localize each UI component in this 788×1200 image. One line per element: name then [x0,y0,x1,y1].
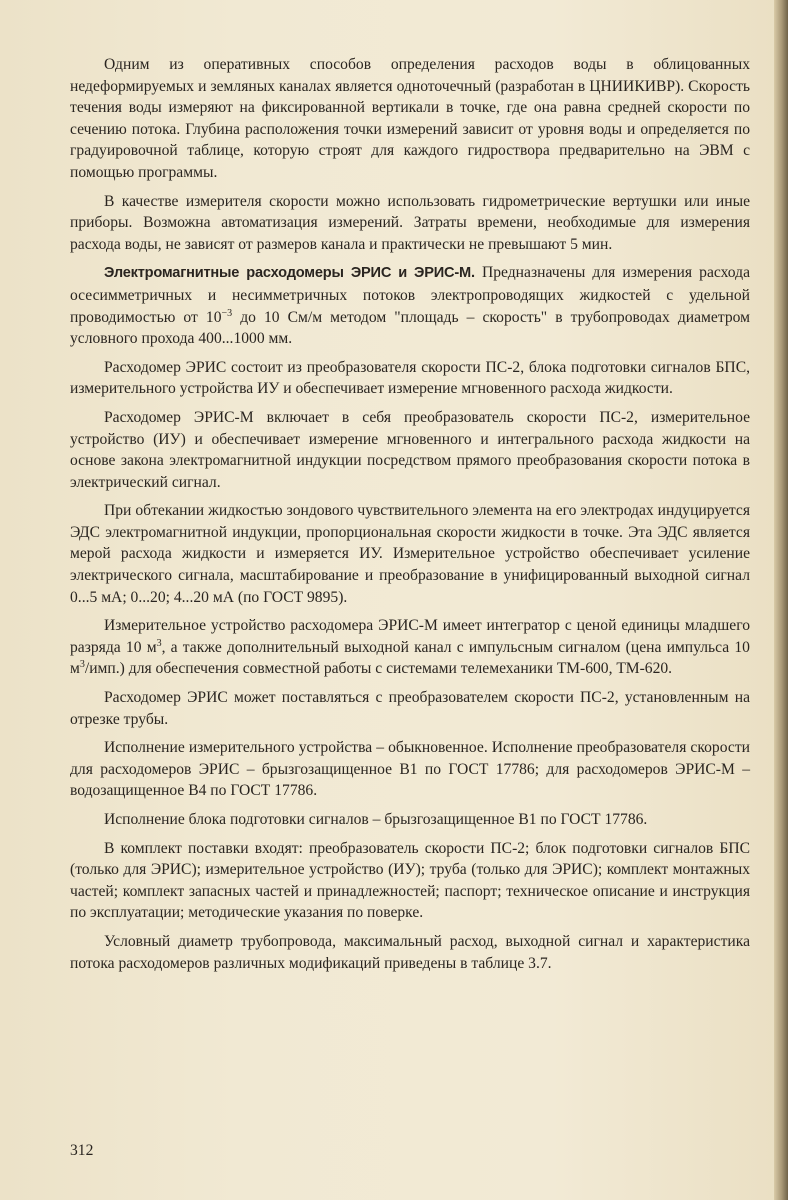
page-body-text [70,54,750,981]
paragraph-method-one-point: Одним из оперативных способов определения расходов воды в облицованных недеформируемых и земляных каналах является одноточечный (разработан в ЦНИИКИВР). Скорость течения воды измеряют на фиксированной вертикали в точке, где она равна средней скорости по сечению потока. Глубина расположения точки измерений зависит от уровня воды и определяется по градуировочной таблице, которую строят для каждого гидроствора предварительно на ЭВМ с помощью программы. [70,56,750,181]
paragraph-velocity-meter: В качестве измерителя скорости можно использовать гидрометрические вертушки или иные приборы. Возможна автоматизация измерений. Затраты времени, необходимые для измерения расхода воды, не зависят от размеров канала и практически не превышают 5 мин. [70,192,750,253]
paragraph-table-reference: Условный диаметр трубопровода, максимальный расход, выходной сигнал и характеристика потока расходомеров различных модификаций приведены в таблице 3.7. [70,932,750,972]
section-heading-eris: Электромагнитные расходомеры ЭРИС и ЭРИС-М. [104,265,475,282]
page-number: 312 [70,1142,94,1159]
paragraph-signal-block-execution: Исполнение блока подготовки сигналов – брызгозащищенное В1 по ГОСТ 17786. [104,811,648,828]
integrator-text-a: Измерительное устройство расходомера ЭРИС-М имеет интегратор с ценой единицы младшего разряда 10 м [70,617,750,656]
paragraph-pipe-section: Расходомер ЭРИС может поставляться с преобразователем скорости ПС-2, установленным на отрезке трубы. [70,689,750,728]
paragraph-eris-composition: Расходомер ЭРИС состоит из преобразователя скорости ПС-2, блока подготовки сигналов БПС, измерительного устройства ИУ и обеспечивает измерение мгновенного расхода жидкости. [70,358,750,398]
page-edge-shadow [774,0,788,1200]
integrator-exponent-1: 3 [156,637,162,649]
paragraph-probe-principle: При обтекании жидкостью зондового чувствительного элемента на его электродах индуцируется ЭДС электромагнитной индукции, пропорциональная скорости жидкости в точке. Эта ЭДС является мерой расхода жидкости и измеряется ИУ. Измерительное устройство обеспечивает усиление электрического сигнала, масштабирование и преобразование в унифицированный выходной сигнал 0...5 мА; 0...20; 4...20 мА (по ГОСТ 9895). [70,502,750,606]
paragraph-integrator [70,615,750,680]
paragraph-eris-intro [70,262,750,349]
integrator-text-c: /имп.) для обеспечения совместной работы с системами телемеханики ТМ-600, ТМ-620. [84,660,673,678]
eris-intro-exponent: −3 [221,307,233,319]
paragraph-execution-types: Исполнение измерительного устройства – обыкновенное. Исполнение преобразователя скорости для расходомеров ЭРИС – брызгозащищенное В1 по ГОСТ 17786; для расходомеров ЭРИС-М – водозащищенное В4 по ГОСТ 17786. [70,739,750,800]
integrator-exponent-2: 3 [79,659,85,671]
paragraph-delivery-set: В комплект поставки входят: преобразователь скорости ПС-2; блок подготовки сигналов БПС (только для ЭРИС); измерительное устройство (ИУ); труба (только для ЭРИС); комплект монтажных частей; комплект запасных частей и принадлежностей; паспорт; техническое описание и инструкция по эксплуатации; методические указания по поверке. [70,839,750,922]
eris-intro-text-b: до 10 См/м методом "площадь – скорость" в трубопроводах диаметром условного прохода 400...1000 мм. [70,308,750,348]
eris-intro-text-a: Предназначены для измерения расхода осесимметричных и несимметричных потоков электропроводящих жидкостей с удельной проводимостью от 10 [70,264,750,326]
integrator-text-b: , а также дополнительный выходной канал с импульсным сигналом (цена импульса 10 м [70,638,750,678]
paragraph-eris-m-composition: Расходомер ЭРИС-М включает в себя преобразователь скорости ПС-2, измерительное устройство (ИУ) и обеспечивает измерение мгновенного и интегрального расхода жидкости на основе закона электромагнитной индукции посредством прямого преобразования скорости потока в электрический сигнал. [70,408,750,491]
